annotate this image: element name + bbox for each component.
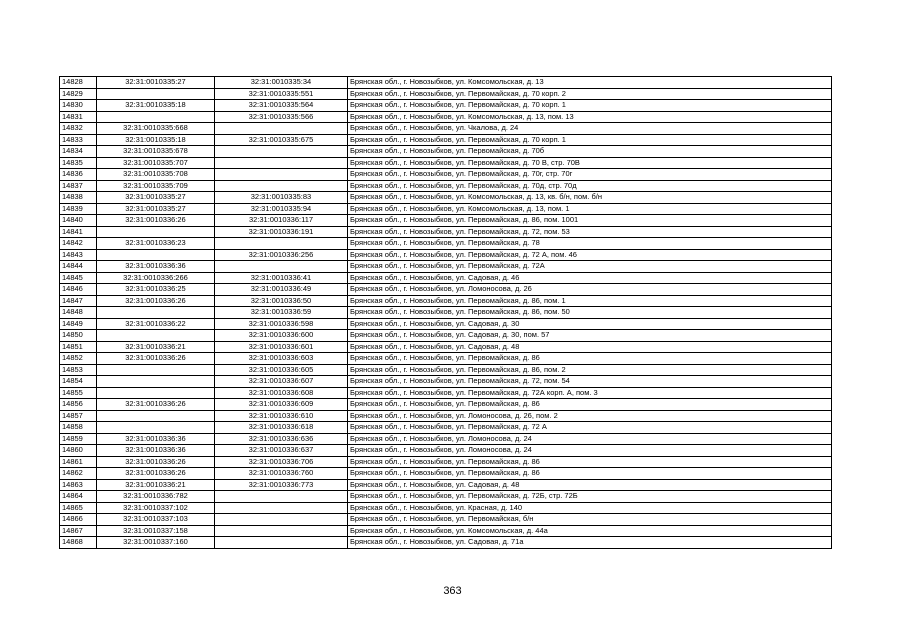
- address-cell: Брянская обл., г. Новозыбков, ул. Первомайская, д. 86: [348, 456, 832, 468]
- parcel-cadastral-number-cell: 32:31:0010336:36: [97, 433, 215, 445]
- address-cell: Брянская обл., г. Новозыбков, ул. Первомайская, д. 70б: [348, 146, 832, 158]
- row-number-cell: 14859: [60, 433, 97, 445]
- address-cell: Брянская обл., г. Новозыбков, ул. Первомайская, д. 72, пом. 53: [348, 226, 832, 238]
- object-cadastral-number-cell: 32:31:0010336:637: [215, 445, 348, 457]
- table-row: [60, 387, 832, 399]
- table-row: [60, 134, 832, 146]
- row-number-cell: 14853: [60, 364, 97, 376]
- address-cell: Брянская обл., г. Новозыбков, ул. Первомайская, д. 70 корп. 1: [348, 134, 832, 146]
- address-cell: Брянская обл., г. Новозыбков, ул. Красная, д. 140: [348, 502, 832, 514]
- parcel-cadastral-number-cell: 32:31:0010335:27: [97, 77, 215, 89]
- row-number-cell: 14849: [60, 318, 97, 330]
- address-cell: Брянская обл., г. Новозыбков, ул. Комсомольская, д. 13, кв. б/н, пом. б/н: [348, 192, 832, 204]
- address-cell: Брянская обл., г. Новозыбков, ул. Ломоносова, д. 24: [348, 433, 832, 445]
- object-cadastral-number-cell: [215, 169, 348, 181]
- object-cadastral-number-cell: [215, 180, 348, 192]
- parcel-cadastral-number-cell: 32:31:0010335:668: [97, 123, 215, 135]
- object-cadastral-number-cell: [215, 502, 348, 514]
- parcel-cadastral-number-cell: [97, 226, 215, 238]
- object-cadastral-number-cell: [215, 238, 348, 250]
- row-number-cell: 14839: [60, 203, 97, 215]
- row-number-cell: 14846: [60, 284, 97, 296]
- row-number-cell: 14837: [60, 180, 97, 192]
- address-cell: Брянская обл., г. Новозыбков, ул. Садовая, д. 71а: [348, 537, 832, 549]
- row-number-cell: 14829: [60, 88, 97, 100]
- table-row: [60, 123, 832, 135]
- parcel-cadastral-number-cell: [97, 410, 215, 422]
- address-cell: Брянская обл., г. Новозыбков, ул. Ломоносова, д. 26: [348, 284, 832, 296]
- parcel-cadastral-number-cell: 32:31:0010335:18: [97, 134, 215, 146]
- parcel-cadastral-number-cell: 32:31:0010336:26: [97, 399, 215, 411]
- table-row: [60, 261, 832, 273]
- parcel-cadastral-number-cell: [97, 387, 215, 399]
- row-number-cell: 14842: [60, 238, 97, 250]
- parcel-cadastral-number-cell: 32:31:0010336:782: [97, 491, 215, 503]
- row-number-cell: 14854: [60, 376, 97, 388]
- parcel-cadastral-number-cell: [97, 376, 215, 388]
- row-number-cell: 14832: [60, 123, 97, 135]
- object-cadastral-number-cell: 32:31:0010336:609: [215, 399, 348, 411]
- parcel-cadastral-number-cell: 32:31:0010335:18: [97, 100, 215, 112]
- row-number-cell: 14845: [60, 272, 97, 284]
- parcel-cadastral-number-cell: 32:31:0010335:707: [97, 157, 215, 169]
- address-cell: Брянская обл., г. Новозыбков, ул. Садовая, д. 46: [348, 272, 832, 284]
- row-number-cell: 14847: [60, 295, 97, 307]
- row-number-cell: 14857: [60, 410, 97, 422]
- parcel-cadastral-number-cell: [97, 249, 215, 261]
- address-cell: Брянская обл., г. Новозыбков, ул. Садовая, д. 30: [348, 318, 832, 330]
- address-cell: Брянская обл., г. Новозыбков, ул. Комсомольская, д. 13, пом. 13: [348, 111, 832, 123]
- object-cadastral-number-cell: [215, 123, 348, 135]
- parcel-cadastral-number-cell: 32:31:0010336:36: [97, 261, 215, 273]
- parcel-cadastral-number-cell: 32:31:0010337:102: [97, 502, 215, 514]
- address-cell: Брянская обл., г. Новозыбков, ул. Первомайская, д. 70г, стр. 70г: [348, 169, 832, 181]
- object-cadastral-number-cell: 32:31:0010335:34: [215, 77, 348, 89]
- table-row: [60, 226, 832, 238]
- address-cell: Брянская обл., г. Новозыбков, ул. Первомайская, д. 72 А: [348, 422, 832, 434]
- address-cell: Брянская обл., г. Новозыбков, ул. Первомайская, д. 70 корп. 1: [348, 100, 832, 112]
- address-cell: Брянская обл., г. Новозыбков, ул. Первомайская, д. 70 корп. 2: [348, 88, 832, 100]
- object-cadastral-number-cell: 32:31:0010336:256: [215, 249, 348, 261]
- row-number-cell: 14834: [60, 146, 97, 158]
- table-row: [60, 295, 832, 307]
- parcel-cadastral-number-cell: 32:31:0010337:158: [97, 525, 215, 537]
- address-cell: Брянская обл., г. Новозыбков, ул. Садовая, д. 48: [348, 479, 832, 491]
- object-cadastral-number-cell: 32:31:0010336:191: [215, 226, 348, 238]
- object-cadastral-number-cell: 32:31:0010336:117: [215, 215, 348, 227]
- address-cell: Брянская обл., г. Новозыбков, ул. Первомайская, д. 86: [348, 399, 832, 411]
- parcel-cadastral-number-cell: 32:31:0010335:708: [97, 169, 215, 181]
- row-number-cell: 14848: [60, 307, 97, 319]
- table-row: [60, 284, 832, 296]
- parcel-cadastral-number-cell: 32:31:0010336:23: [97, 238, 215, 250]
- parcel-cadastral-number-cell: [97, 364, 215, 376]
- address-cell: Брянская обл., г. Новозыбков, ул. Комсомольская, д. 13, пом. 1: [348, 203, 832, 215]
- table-row: [60, 410, 832, 422]
- object-cadastral-number-cell: 32:31:0010336:50: [215, 295, 348, 307]
- table-row: [60, 422, 832, 434]
- parcel-cadastral-number-cell: [97, 422, 215, 434]
- row-number-cell: 14860: [60, 445, 97, 457]
- table-row: [60, 203, 832, 215]
- address-cell: Брянская обл., г. Новозыбков, ул. Первомайская, д. 72А корп. А, пом. 3: [348, 387, 832, 399]
- object-cadastral-number-cell: 32:31:0010336:601: [215, 341, 348, 353]
- row-number-cell: 14863: [60, 479, 97, 491]
- table-row: [60, 88, 832, 100]
- parcel-cadastral-number-cell: 32:31:0010336:22: [97, 318, 215, 330]
- table-row: [60, 157, 832, 169]
- address-cell: Брянская обл., г. Новозыбков, ул. Садовая, д. 48: [348, 341, 832, 353]
- object-cadastral-number-cell: 32:31:0010336:598: [215, 318, 348, 330]
- object-cadastral-number-cell: 32:31:0010336:603: [215, 353, 348, 365]
- address-cell: Брянская обл., г. Новозыбков, ул. Первомайская, д. 86, пом. 50: [348, 307, 832, 319]
- table-row: [60, 238, 832, 250]
- address-cell: Брянская обл., г. Новозыбков, ул. Комсомольская, д. 13: [348, 77, 832, 89]
- address-cell: Брянская обл., г. Новозыбков, ул. Первомайская, д. 86, пом. 1001: [348, 215, 832, 227]
- object-cadastral-number-cell: [215, 157, 348, 169]
- registry-table-body: [60, 77, 832, 549]
- table-row: [60, 169, 832, 181]
- parcel-cadastral-number-cell: 32:31:0010336:36: [97, 445, 215, 457]
- parcel-cadastral-number-cell: [97, 88, 215, 100]
- parcel-cadastral-number-cell: 32:31:0010336:26: [97, 215, 215, 227]
- table-row: [60, 146, 832, 158]
- object-cadastral-number-cell: 32:31:0010336:607: [215, 376, 348, 388]
- row-number-cell: 14833: [60, 134, 97, 146]
- table-row: [60, 353, 832, 365]
- address-cell: Брянская обл., г. Новозыбков, ул. Первомайская, д. 86: [348, 468, 832, 480]
- object-cadastral-number-cell: [215, 146, 348, 158]
- parcel-cadastral-number-cell: 32:31:0010337:103: [97, 514, 215, 526]
- table-row: [60, 307, 832, 319]
- address-cell: Брянская обл., г. Новозыбков, ул. Ломоносова, д. 24: [348, 445, 832, 457]
- table-row: [60, 525, 832, 537]
- row-number-cell: 14841: [60, 226, 97, 238]
- table-row: [60, 215, 832, 227]
- parcel-cadastral-number-cell: 32:31:0010337:160: [97, 537, 215, 549]
- row-number-cell: 14868: [60, 537, 97, 549]
- parcel-cadastral-number-cell: 32:31:0010335:27: [97, 192, 215, 204]
- address-cell: Брянская обл., г. Новозыбков, ул. Первомайская, д. 86, пом. 1: [348, 295, 832, 307]
- row-number-cell: 14866: [60, 514, 97, 526]
- object-cadastral-number-cell: [215, 261, 348, 273]
- row-number-cell: 14867: [60, 525, 97, 537]
- address-cell: Брянская обл., г. Новозыбков, ул. Первомайская, д. 70 В, стр. 70В: [348, 157, 832, 169]
- parcel-cadastral-number-cell: 32:31:0010335:27: [97, 203, 215, 215]
- address-cell: Брянская обл., г. Новозыбков, ул. Первомайская, д. 72, пом. 54: [348, 376, 832, 388]
- object-cadastral-number-cell: 32:31:0010335:83: [215, 192, 348, 204]
- object-cadastral-number-cell: [215, 537, 348, 549]
- row-number-cell: 14855: [60, 387, 97, 399]
- object-cadastral-number-cell: 32:31:0010336:618: [215, 422, 348, 434]
- address-cell: Брянская обл., г. Новозыбков, ул. Садовая, д. 30, пом. 57: [348, 330, 832, 342]
- parcel-cadastral-number-cell: [97, 111, 215, 123]
- object-cadastral-number-cell: 32:31:0010336:760: [215, 468, 348, 480]
- table-row: [60, 514, 832, 526]
- table-row: [60, 433, 832, 445]
- row-number-cell: 14861: [60, 456, 97, 468]
- row-number-cell: 14851: [60, 341, 97, 353]
- parcel-cadastral-number-cell: 32:31:0010335:709: [97, 180, 215, 192]
- object-cadastral-number-cell: 32:31:0010336:706: [215, 456, 348, 468]
- table-row: [60, 479, 832, 491]
- table-row: [60, 272, 832, 284]
- address-cell: Брянская обл., г. Новозыбков, ул. Первомайская, б/н: [348, 514, 832, 526]
- row-number-cell: 14844: [60, 261, 97, 273]
- row-number-cell: 14830: [60, 100, 97, 112]
- object-cadastral-number-cell: 32:31:0010336:59: [215, 307, 348, 319]
- object-cadastral-number-cell: 32:31:0010335:564: [215, 100, 348, 112]
- object-cadastral-number-cell: 32:31:0010336:600: [215, 330, 348, 342]
- object-cadastral-number-cell: 32:31:0010336:605: [215, 364, 348, 376]
- parcel-cadastral-number-cell: 32:31:0010336:21: [97, 341, 215, 353]
- row-number-cell: 14852: [60, 353, 97, 365]
- address-cell: Брянская обл., г. Новозыбков, ул. Первомайская, д. 72Б, стр. 72Б: [348, 491, 832, 503]
- row-number-cell: 14836: [60, 169, 97, 181]
- parcel-cadastral-number-cell: 32:31:0010336:26: [97, 353, 215, 365]
- address-cell: Брянская обл., г. Новозыбков, ул. Первомайская, д. 72А: [348, 261, 832, 273]
- table-row: [60, 491, 832, 503]
- parcel-cadastral-number-cell: 32:31:0010336:21: [97, 479, 215, 491]
- address-cell: Брянская обл., г. Новозыбков, ул. Комсомольская, д. 44а: [348, 525, 832, 537]
- object-cadastral-number-cell: [215, 514, 348, 526]
- table-row: [60, 364, 832, 376]
- parcel-cadastral-number-cell: 32:31:0010336:26: [97, 295, 215, 307]
- table-row: [60, 318, 832, 330]
- row-number-cell: 14864: [60, 491, 97, 503]
- table-row: [60, 502, 832, 514]
- object-cadastral-number-cell: 32:31:0010336:49: [215, 284, 348, 296]
- object-cadastral-number-cell: [215, 525, 348, 537]
- row-number-cell: 14843: [60, 249, 97, 261]
- parcel-cadastral-number-cell: 32:31:0010336:266: [97, 272, 215, 284]
- parcel-cadastral-number-cell: 32:31:0010336:26: [97, 468, 215, 480]
- table-row: [60, 330, 832, 342]
- row-number-cell: 14865: [60, 502, 97, 514]
- row-number-cell: 14831: [60, 111, 97, 123]
- table-row: [60, 341, 832, 353]
- registry-table: [59, 76, 832, 549]
- object-cadastral-number-cell: 32:31:0010336:773: [215, 479, 348, 491]
- parcel-cadastral-number-cell: 32:31:0010336:25: [97, 284, 215, 296]
- table-row: [60, 100, 832, 112]
- object-cadastral-number-cell: 32:31:0010336:608: [215, 387, 348, 399]
- parcel-cadastral-number-cell: [97, 330, 215, 342]
- table-row: [60, 111, 832, 123]
- object-cadastral-number-cell: 32:31:0010336:636: [215, 433, 348, 445]
- row-number-cell: 14840: [60, 215, 97, 227]
- row-number-cell: 14858: [60, 422, 97, 434]
- object-cadastral-number-cell: 32:31:0010336:610: [215, 410, 348, 422]
- address-cell: Брянская обл., г. Новозыбков, ул. Ломоносова, д. 26, пом. 2: [348, 410, 832, 422]
- object-cadastral-number-cell: 32:31:0010335:94: [215, 203, 348, 215]
- table-row: [60, 376, 832, 388]
- parcel-cadastral-number-cell: 32:31:0010336:26: [97, 456, 215, 468]
- table-row: [60, 468, 832, 480]
- row-number-cell: 14828: [60, 77, 97, 89]
- row-number-cell: 14862: [60, 468, 97, 480]
- row-number-cell: 14856: [60, 399, 97, 411]
- object-cadastral-number-cell: 32:31:0010335:675: [215, 134, 348, 146]
- object-cadastral-number-cell: 32:31:0010335:566: [215, 111, 348, 123]
- table-row: [60, 456, 832, 468]
- object-cadastral-number-cell: [215, 491, 348, 503]
- table-row: [60, 249, 832, 261]
- table-row: [60, 399, 832, 411]
- row-number-cell: 14835: [60, 157, 97, 169]
- row-number-cell: 14838: [60, 192, 97, 204]
- address-cell: Брянская обл., г. Новозыбков, ул. Первомайская, д. 86, пом. 2: [348, 364, 832, 376]
- address-cell: Брянская обл., г. Новозыбков, ул. Первомайская, д. 78: [348, 238, 832, 250]
- table-row: [60, 77, 832, 89]
- parcel-cadastral-number-cell: 32:31:0010335:678: [97, 146, 215, 158]
- table-row: [60, 537, 832, 549]
- row-number-cell: 14850: [60, 330, 97, 342]
- object-cadastral-number-cell: 32:31:0010335:551: [215, 88, 348, 100]
- table-row: [60, 192, 832, 204]
- page-number: 363: [443, 585, 462, 597]
- address-cell: Брянская обл., г. Новозыбков, ул. Первомайская, д. 70д, стр. 70д: [348, 180, 832, 192]
- parcel-cadastral-number-cell: [97, 307, 215, 319]
- table-row: [60, 445, 832, 457]
- address-cell: Брянская обл., г. Новозыбков, ул. Чкалова, д. 24: [348, 123, 832, 135]
- object-cadastral-number-cell: 32:31:0010336:41: [215, 272, 348, 284]
- address-cell: Брянская обл., г. Новозыбков, ул. Первомайская, д. 86: [348, 353, 832, 365]
- table-row: [60, 180, 832, 192]
- address-cell: Брянская обл., г. Новозыбков, ул. Первомайская, д. 72 А, пом. 46: [348, 249, 832, 261]
